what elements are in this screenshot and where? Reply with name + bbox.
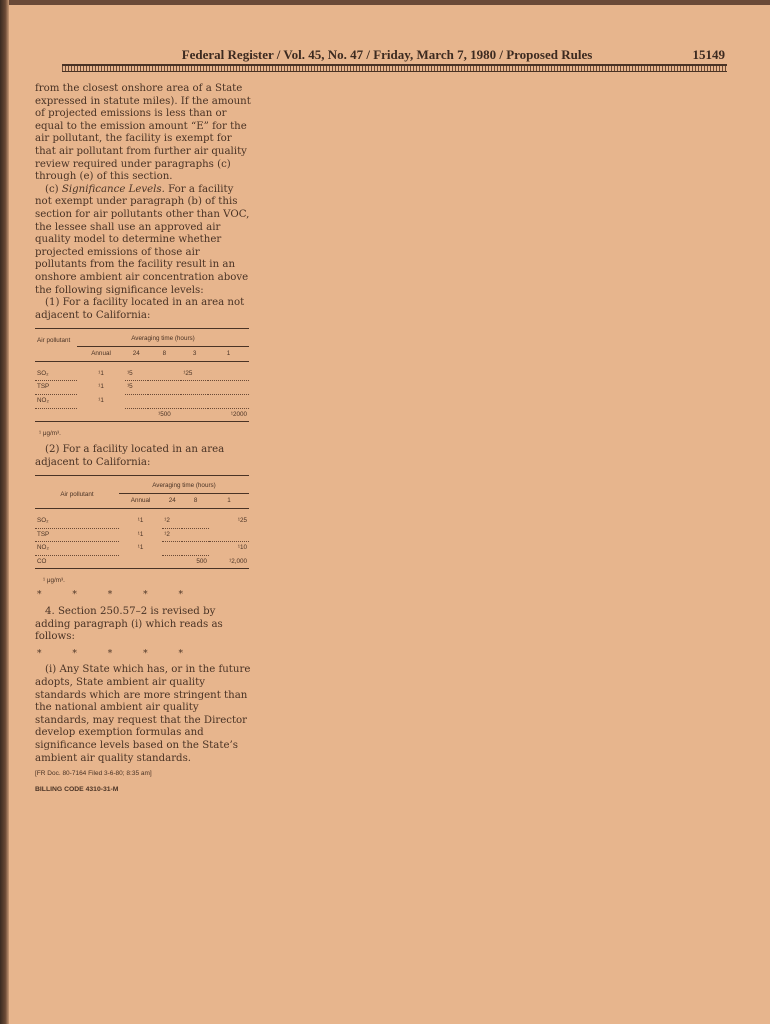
table-row — [35, 542, 249, 556]
table-cell: ¹25 — [181, 368, 208, 381]
running-header — [62, 47, 727, 65]
text-column — [35, 83, 253, 796]
paragraph-heading: Significance Levels. — [61, 183, 165, 195]
billing-code: BILLING CODE 4310-31-M — [35, 785, 119, 793]
table-col-annual: Annual — [130, 496, 151, 504]
table-cell: ¹1 — [137, 530, 144, 538]
table-cell: ¹1 — [98, 383, 104, 391]
table-footnote: ¹ μg/m³. — [43, 577, 65, 585]
table-cell: ¹25 — [237, 517, 247, 525]
paragraph-label: (c) — [45, 183, 62, 195]
row-label — [35, 408, 77, 422]
table-col-3: 3 — [192, 349, 197, 357]
row-label: CO — [35, 555, 119, 569]
table-row — [35, 368, 249, 381]
table-cell: ¹2 — [162, 515, 182, 528]
paragraph-amendment: 4. Section 250.57–2 is revised by adding paragraph (i) which reads as follows: — [35, 606, 223, 643]
row-label: NO₂ — [35, 395, 77, 409]
table-row — [35, 395, 249, 409]
row-label: SO₂ — [35, 368, 77, 381]
table-cell: ¹1 — [98, 397, 104, 405]
table-cell: 500 — [196, 557, 207, 565]
table-row — [35, 515, 249, 528]
paragraph-significance-levels — [35, 184, 253, 297]
table-col-1: 1 — [227, 496, 231, 504]
table-row — [35, 408, 249, 422]
table-cell: ¹1 — [98, 370, 104, 378]
table-cell: ¹5 — [125, 368, 147, 381]
table-group-header: Averaging time (hours) — [119, 476, 249, 494]
paragraph-adjacent: (2) For a facility located in an area adjacent to California: — [35, 444, 225, 468]
ellipsis-stars: * * * * * — [37, 590, 197, 601]
table-col-8: 8 — [162, 349, 167, 357]
table-row — [35, 381, 249, 395]
row-label: SO₂ — [35, 515, 119, 528]
table-cell: ¹2,000 — [229, 557, 247, 565]
table-row — [35, 528, 249, 542]
page-binding-edge — [0, 0, 9, 1024]
table-cell: ¹2 — [162, 528, 182, 542]
table-row — [35, 555, 249, 569]
paragraph-state-standards: (i) Any State which has, or in the future adopts, State ambient air quality standards which are more stringent than the national ambient air quality standards, may request that the Director develop exemption formulas and significance levels based on the State’s ambient air quality standards. — [35, 664, 251, 764]
table-col-annual: Annual — [91, 349, 111, 357]
table-footnote: ¹ μg/m³. — [39, 430, 61, 438]
table-col-24: 24 — [168, 496, 176, 504]
table-cell: ¹1 — [137, 517, 144, 525]
table-cell: ¹10 — [237, 544, 247, 552]
row-label: TSP — [35, 381, 77, 395]
table-adjacent-california — [35, 475, 249, 569]
paragraph-exemption: from the closest onshore area of a State expressed in statute miles). If the amount of projected emissions is less than or equal to the emission amount “E” for the air pollutant, the facility is exempt for that air pollutant from further air quality review required under paragraphs (c) through (e) of this section. — [35, 83, 251, 183]
paragraph-not-adjacent: (1) For a facility located in an area not adjacent to California: — [35, 297, 245, 321]
table-col-8: 8 — [193, 496, 198, 504]
table-not-adjacent-california — [35, 328, 249, 422]
header-title: Federal Register / Vol. 45, No. 47 / Friday, March 7, 1980 / Proposed Rules — [181, 47, 593, 62]
header-rule — [62, 64, 727, 72]
page-top-edge — [0, 0, 770, 5]
table-group-header: Averaging time (hours) — [77, 329, 249, 347]
ellipsis-stars: * * * * * — [37, 648, 197, 659]
fr-doc-line: [FR Doc. 80-7164 Filed 3-6-80; 8:35 am] — [35, 770, 152, 778]
table-col-24: 24 — [132, 349, 140, 357]
table-col-1: 1 — [226, 349, 231, 357]
table-cell: ¹500 — [158, 410, 171, 418]
page-number: 15149 — [692, 47, 725, 62]
paragraph-body: For a facility not exempt under paragraph (b) of this section for air pollutants other than VOC, the lessee shall use an approved air quality model to determine whether projected emissions of those air pollutants from the facility result in an onshore ambient air concentration above the following significance levels: — [35, 183, 250, 296]
table-cell: ¹5 — [125, 381, 147, 395]
table-col-header: Air pollutant — [37, 337, 71, 345]
table-cell: ¹2000 — [230, 410, 247, 418]
table-col-header: Air pollutant — [60, 490, 94, 498]
row-label: NO₂ — [35, 542, 119, 556]
row-label: TSP — [35, 528, 119, 542]
table-cell: ¹1 — [137, 544, 144, 552]
